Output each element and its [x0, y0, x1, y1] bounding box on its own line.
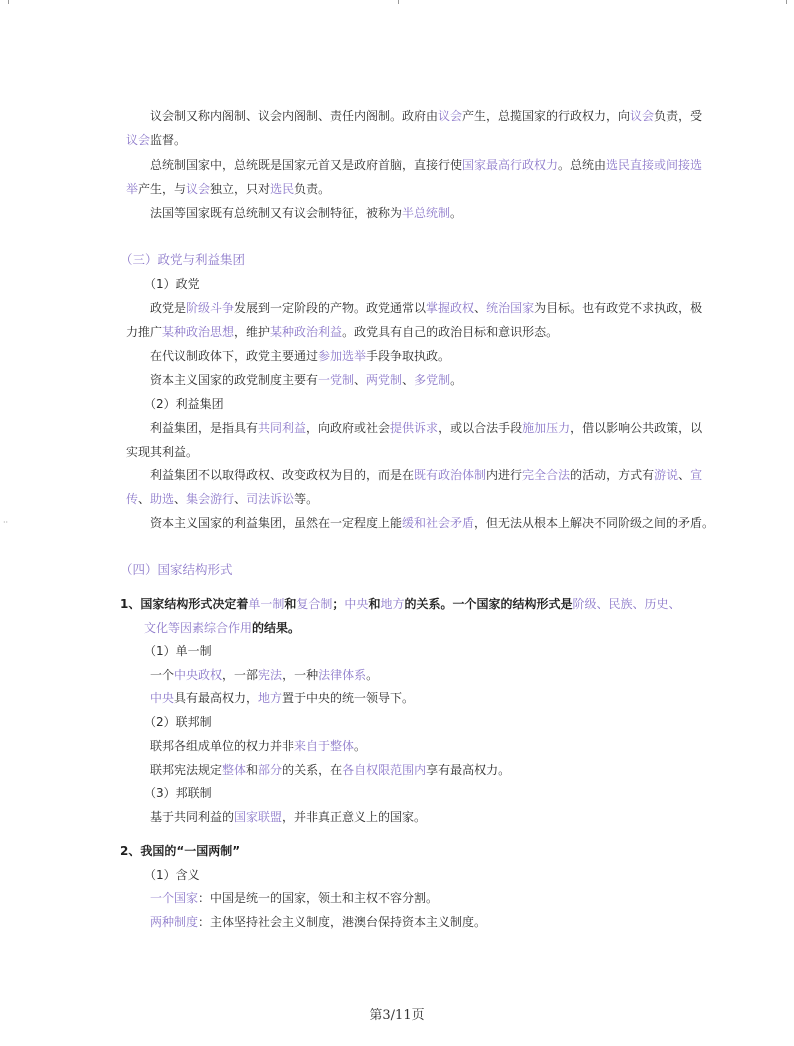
paragraph-line: 力推广某种政治思想，维护某种政治利益。政党具有自己的政治目标和意识形态。: [126, 325, 559, 339]
bold-heading-line: 1、国家结构形式决定着单一制和复合制；中央和地方的关系。一个国家的结构形式是阶级、民族、历史、: [120, 597, 681, 611]
crop-mark: [398, 0, 399, 4]
subheading: （1）政党: [144, 277, 200, 291]
paragraph-line: 传、助选、集会游行、司法诉讼等。: [126, 492, 319, 506]
crop-mark: [786, 0, 787, 4]
section-heading: （三）政党与利益集团: [120, 252, 246, 267]
paragraph-line: 资本主义国家的政党制度主要有一党制、两党制、多党制。: [150, 373, 463, 387]
paragraph-line: 联邦各组成单位的权力并非来自于整体。: [150, 739, 367, 753]
page-number: 第3/11页: [369, 1008, 425, 1023]
paragraph-line: 利益集团不以取得政权、改变政权为目的，而是在既有政治体制内进行完全合法的活动，方式有游说、宣: [150, 468, 703, 482]
margin-mark: ··: [3, 518, 9, 527]
subheading: （2）联邦制: [144, 715, 212, 729]
paragraph-line: 利益集团，是指具有共同利益，向政府或社会提供诉求，或以合法手段施加压力，借以影响公共政策，以: [150, 421, 703, 435]
paragraph-line: 两种制度：主体坚持社会主义制度，港澳台保持资本主义制度。: [150, 915, 487, 929]
subheading: （1）含义: [144, 868, 200, 882]
paragraph-line: 法国等国家既有总统制又有议会制特征，被称为半总统制。: [150, 206, 463, 220]
paragraph-line: 中央具有最高权力，地方置于中央的统一领导下。: [150, 691, 415, 705]
bold-heading-line: 文化等因素综合作用的结果。: [144, 621, 301, 635]
paragraph-line: 一个中央政权，一部宪法，一种法律体系。: [150, 668, 379, 682]
bold-heading-line: 2、我国的“一国两制”: [120, 844, 241, 858]
crop-mark: [8, 0, 9, 4]
paragraph-line: 议会制又称内阁制、议会内阁制、责任内阁制。政府由议会产生，总揽国家的行政权力，向议会负责，受: [150, 109, 703, 123]
paragraph-line: 总统制国家中，总统既是国家元首又是政府首脑，直接行使国家最高行政权力。总统由选民直接或间接选: [150, 158, 703, 172]
paragraph-line: 在代议制政体下，政党主要通过参加选举手段争取执政。: [150, 349, 451, 363]
paragraph-line: 联邦宪法规定整体和部分的关系，在各自权限范围内享有最高权力。: [150, 763, 511, 777]
paragraph-line: 举产生，与议会独立，只对选民负责。: [126, 182, 331, 196]
paragraph-line: 实现其利益。: [126, 445, 199, 459]
subheading: （2）利益集团: [144, 397, 224, 411]
paragraph-line: 资本主义国家的利益集团，虽然在一定程度上能缓和社会矛盾，但无法从根本上解决不同阶级之间的矛盾。: [150, 516, 715, 530]
paragraph-line: 一个国家：中国是统一的国家，领土和主权不容分割。: [150, 891, 439, 905]
paragraph-line: 基于共同利益的国家联盟，并非真正意义上的国家。: [150, 810, 427, 824]
subheading: （1）单一制: [144, 644, 212, 658]
paragraph-line: 政党是阶级斗争发展到一定阶段的产物。政党通常以掌握政权、统治国家为目标。也有政党不求执政，极: [150, 301, 703, 315]
section-heading: （四）国家结构形式: [120, 562, 233, 577]
subheading: （3）邦联制: [144, 786, 212, 800]
paragraph-line: 议会监督。: [126, 133, 187, 147]
